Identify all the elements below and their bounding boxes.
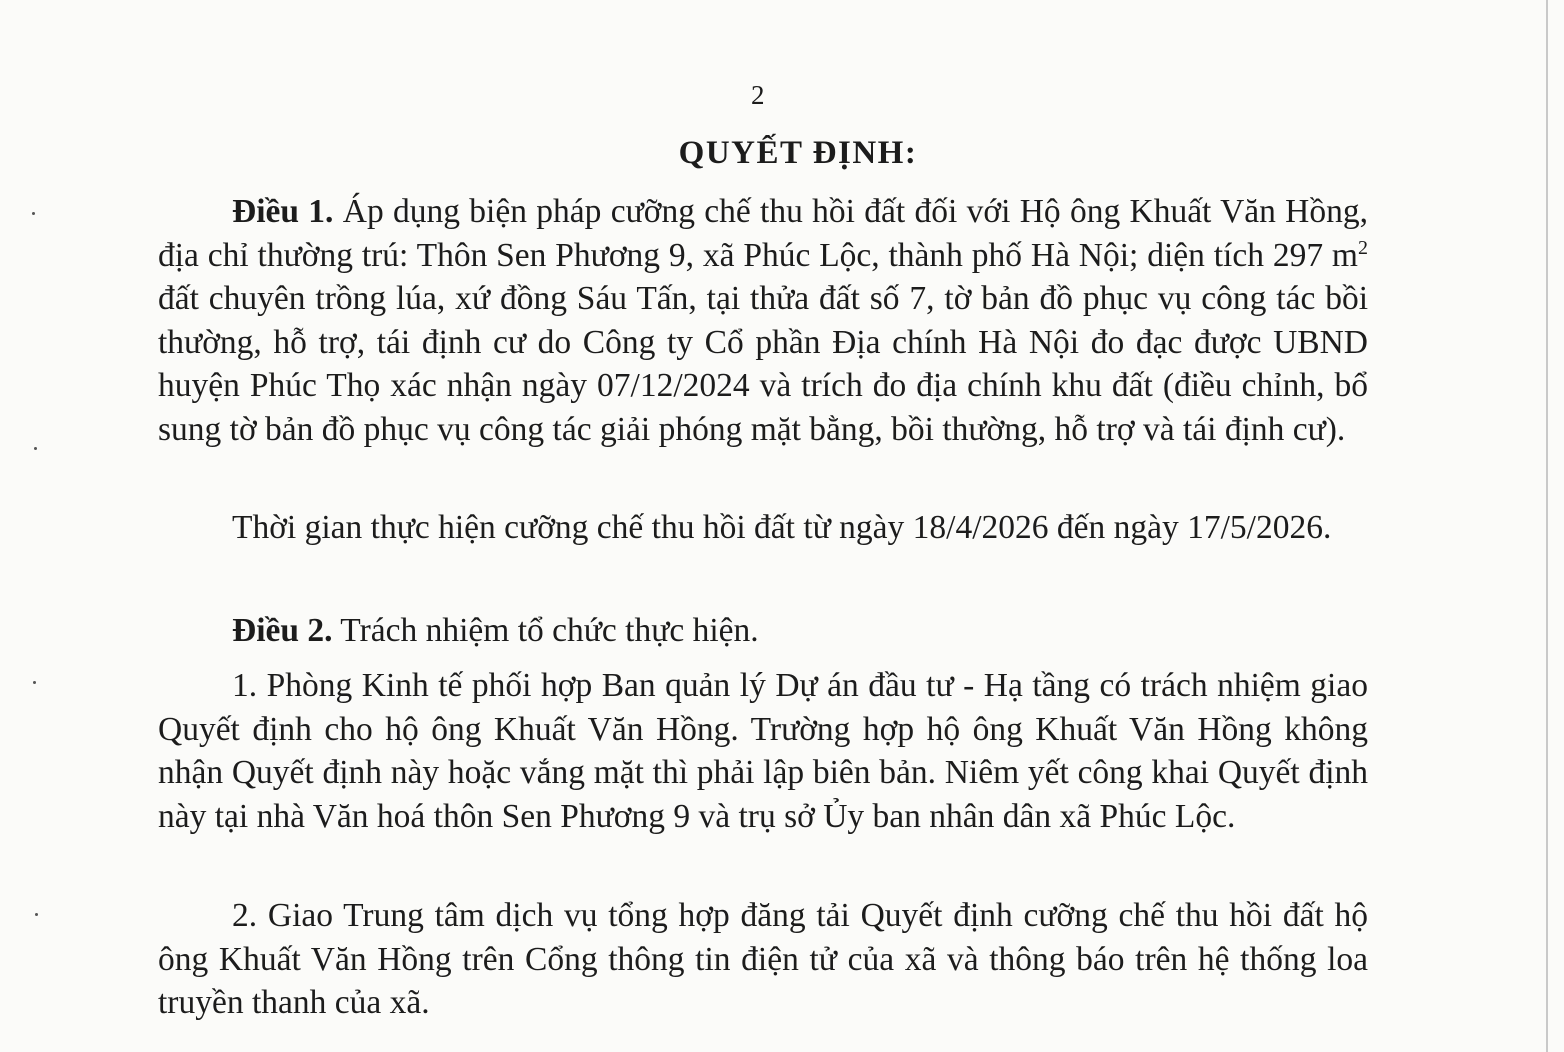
scan-speck <box>33 681 36 684</box>
article-1-paragraph <box>158 190 1368 451</box>
article-2-item-2: 2. Giao Trung tâm dịch vụ tổng hợp đăng tải Quyết định cưỡng chế thu hồi đất hộ ông Khuất Văn Hồng trên Cổng thông tin điện tử của xã và thông báo trên hệ thống loa truyền thanh của xã. <box>158 897 1368 1021</box>
article-1-time-paragraph: Thời gian thực hiện cưỡng chế thu hồi đất từ ngày 18/4/2026 đến ngày 17/5/2026. <box>232 509 1332 546</box>
article-1-text-continued: đất chuyên trồng lúa, xứ đồng Sáu Tấn, tại thửa đất số 7, tờ bản đồ phục vụ công tác bồi thường, hỗ trợ, tái định cư do Công ty Cổ phần Địa chính Hà Nội đo đạc được UBND huyện Phúc Thọ xác nhận ngày 07/12/2024 và trích đo địa chính khu đất (điều chỉnh, bổ sung tờ bản đồ phục vụ công tác giải phóng mặt bằng, bồi thường, hỗ trợ và tái định cư). <box>158 280 1368 448</box>
article-2-label: Điều 2. <box>232 612 333 649</box>
article-2-item-1: 1. Phòng Kinh tế phối hợp Ban quản lý Dự án đầu tư - Hạ tầng có trách nhiệm giao Quyết định cho hộ ông Khuất Văn Hồng. Trường hợp hộ ông Khuất Văn Hồng không nhận Quyết định này hoặc vắng mặt thì phải lập biên bản. Niêm yết công khai Quyết định này tại nhà Văn hoá thôn Sen Phương 9 và trụ sở Ủy ban nhân dân xã Phúc Lộc. <box>158 667 1368 835</box>
page-number: 2 <box>751 80 765 110</box>
article-1-label: Điều 1. <box>232 193 334 230</box>
scan-speck <box>35 913 38 916</box>
scan-speck <box>32 212 35 215</box>
article-1-text: Áp dụng biện pháp cưỡng chế thu hồi đất đối với Hộ ông Khuất Văn Hồng, địa chỉ thường trú: Thôn Sen Phương 9, xã Phúc Lộc, thành phố Hà Nội; diện tích 297 m <box>158 193 1368 274</box>
article-2-text: Trách nhiệm tổ chức thực hiện. <box>340 612 759 649</box>
scan-speck <box>34 447 37 450</box>
document-title: QUYẾT ĐỊNH: <box>678 135 918 171</box>
article-2-paragraph <box>158 609 1368 653</box>
area-unit-superscript: 2 <box>1358 236 1368 259</box>
